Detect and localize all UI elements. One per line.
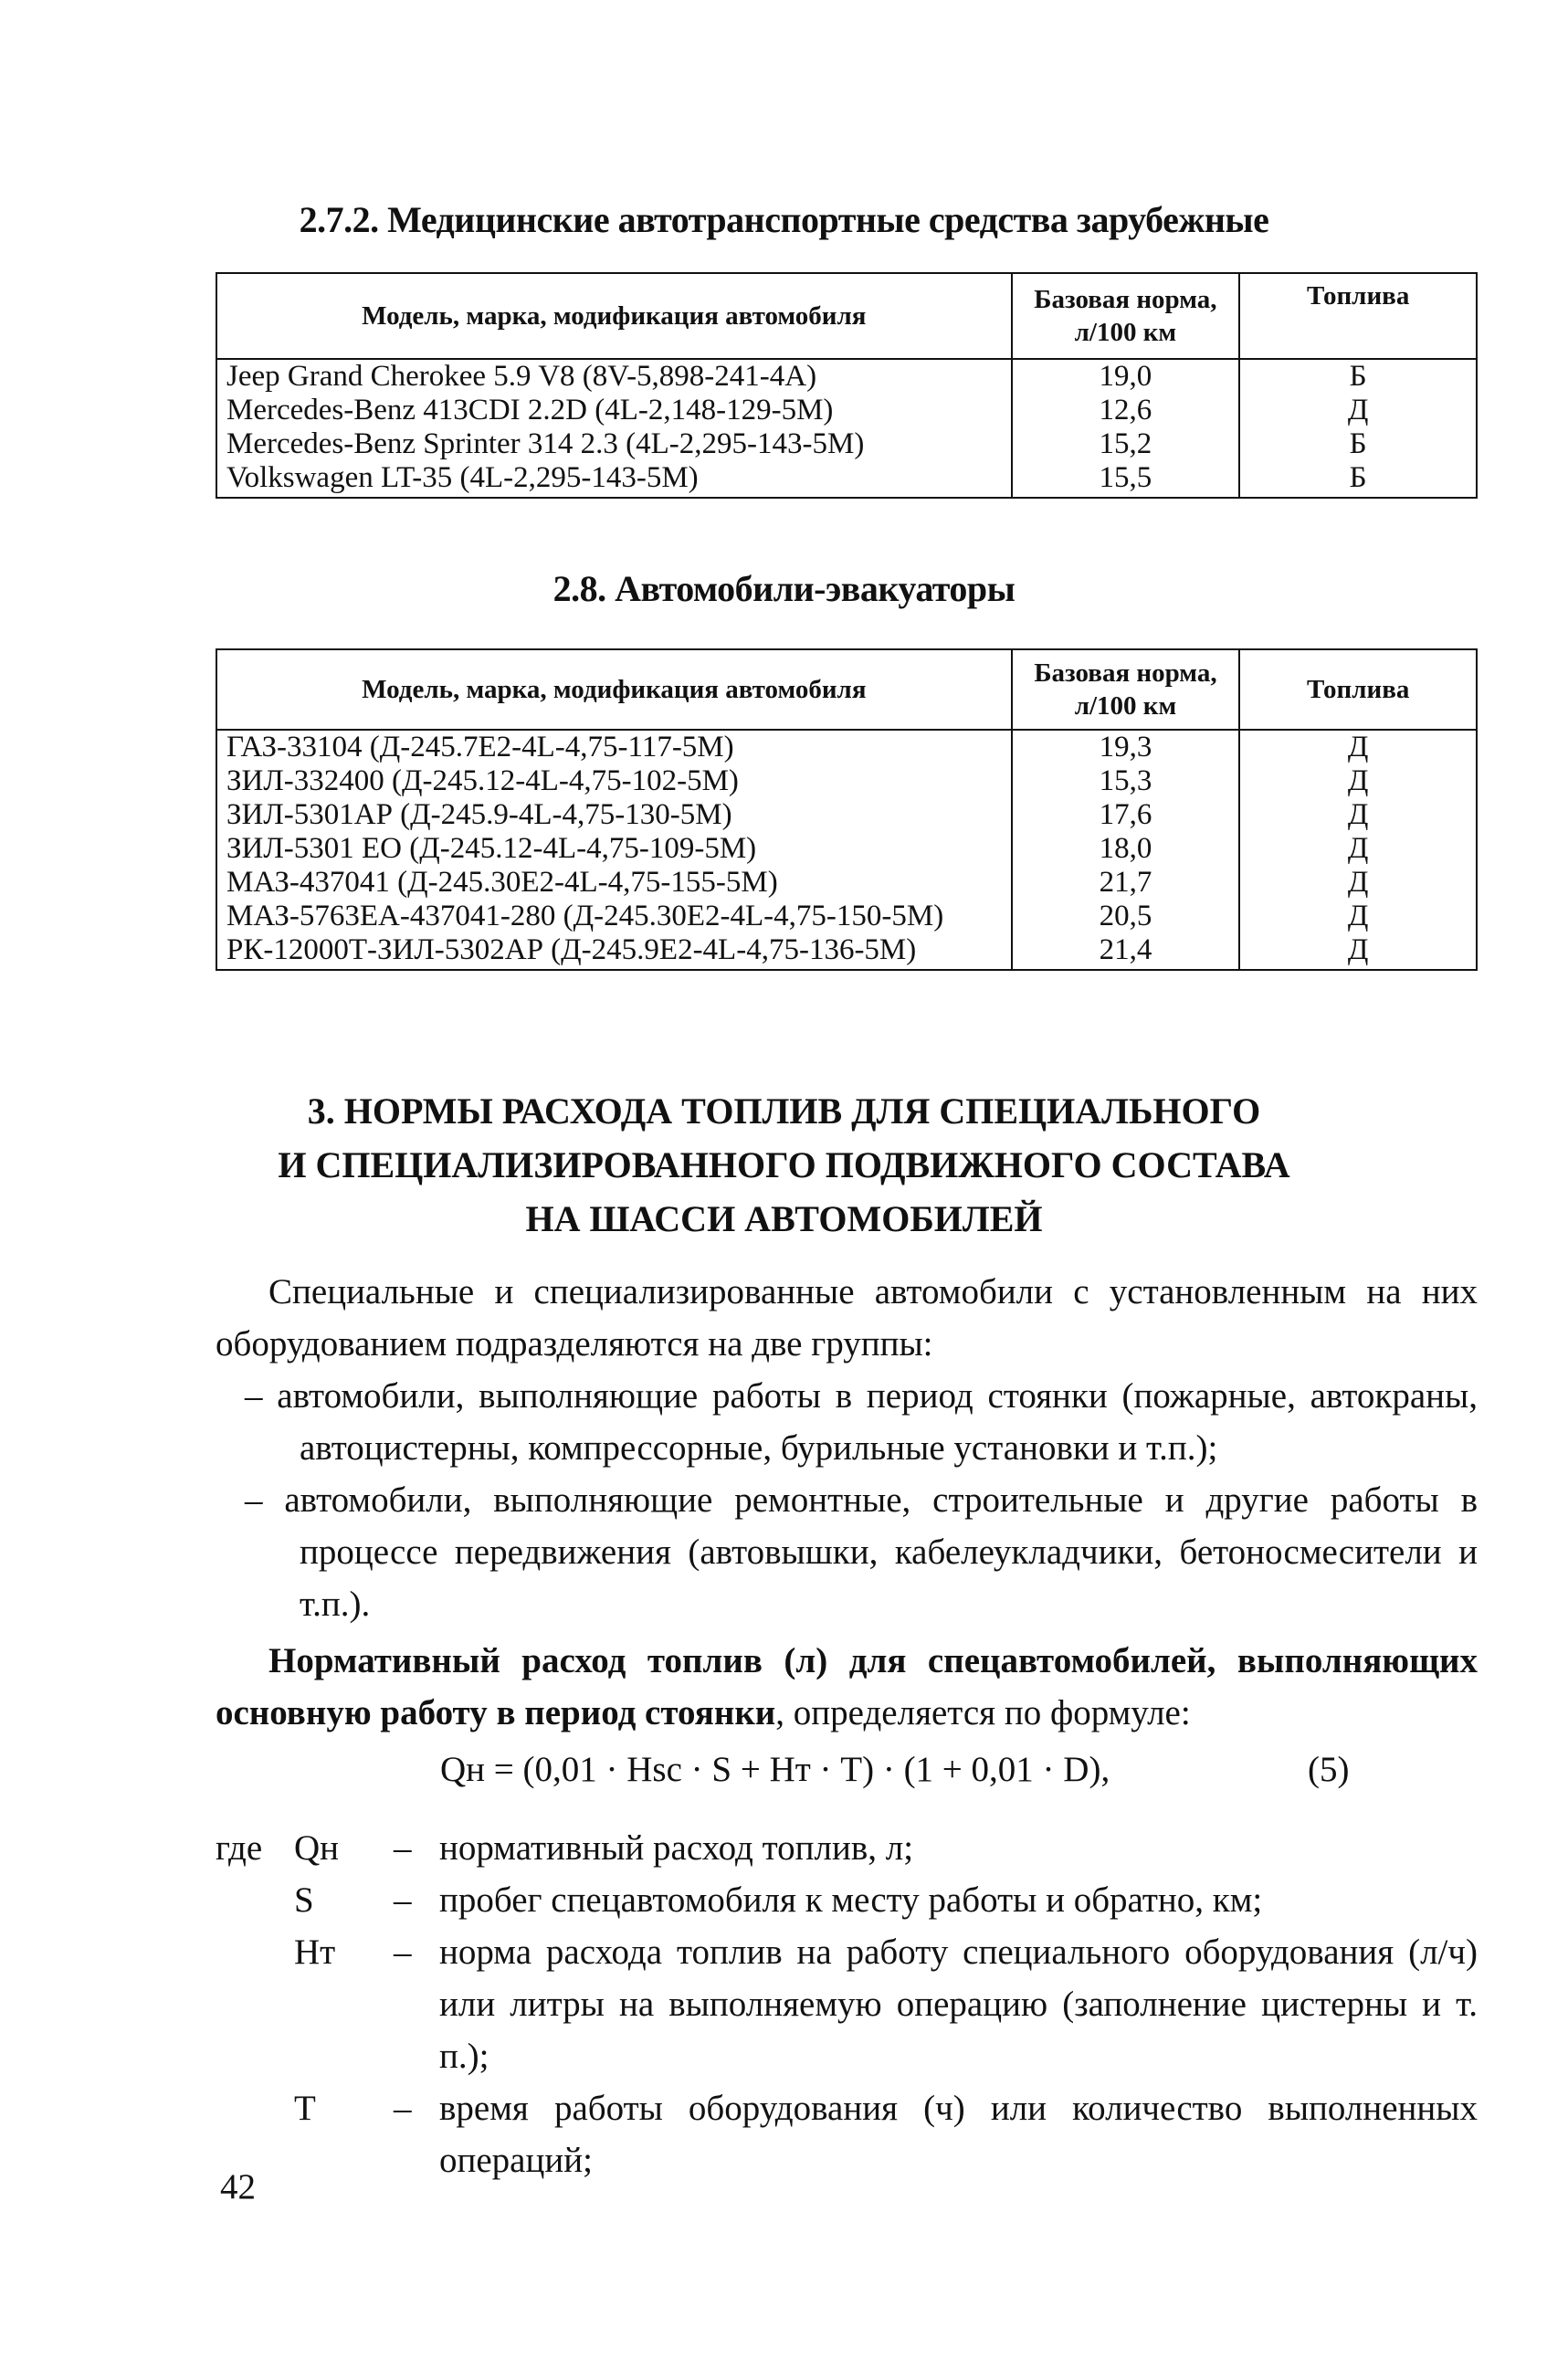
cell-fuel: Д bbox=[1239, 730, 1477, 764]
cell-model: РК-12000Т-ЗИЛ-5302АР (Д-245.9Е2-4L-4,75-136-5М) bbox=[216, 933, 1012, 970]
cell-norm: 15,2 bbox=[1012, 427, 1240, 461]
table-header-row bbox=[216, 649, 1477, 730]
bullet-item: – автомобили, выполняющие работы в период стоянки (пожарные, автокраны, автоцистерны, компрессорные, бурильные установки и т.п.); bbox=[245, 1376, 1478, 1468]
definition-dash: – bbox=[394, 2089, 412, 2128]
table-row bbox=[216, 764, 1477, 798]
header-base-norm: Базовая норма, л/100 км bbox=[1012, 273, 1240, 359]
cell-norm: 17,6 bbox=[1012, 798, 1240, 832]
table-row bbox=[216, 427, 1477, 461]
section-title-line: И СПЕЦИАЛИЗИРОВАННОГО ПОДВИЖНОГО СОСТАВА bbox=[278, 1144, 1290, 1185]
cell-model: Volkswagen LT-35 (4L-2,295-143-5M) bbox=[216, 461, 1012, 498]
cell-fuel: Б bbox=[1239, 359, 1477, 394]
definition-symbol: S bbox=[294, 1880, 314, 1920]
section-title-2-7-2: 2.7.2. Медицинские автотранспортные средства зарубежные bbox=[299, 199, 1269, 240]
norm-paragraph-rest: , определяется по формуле: bbox=[775, 1693, 1191, 1732]
cell-norm: 15,5 bbox=[1012, 461, 1240, 498]
cell-fuel: Д bbox=[1239, 933, 1477, 970]
table-row bbox=[216, 730, 1477, 764]
cell-fuel: Б bbox=[1239, 461, 1477, 498]
cell-model: Mercedes-Benz Sprinter 314 2.3 (4L-2,295-143-5M) bbox=[216, 427, 1012, 461]
cell-model: МАЗ-437041 (Д-245.30Е2-4L-4,75-155-5М) bbox=[216, 866, 1012, 900]
table-row bbox=[216, 798, 1477, 832]
definition-item bbox=[216, 1926, 1478, 2082]
cell-norm: 12,6 bbox=[1012, 394, 1240, 427]
table-tow-trucks bbox=[216, 648, 1478, 971]
table-row bbox=[216, 359, 1477, 394]
definition-dash: – bbox=[394, 1880, 412, 1920]
section-title-2-8: 2.8. Автомобили-эвакуаторы bbox=[552, 568, 1016, 609]
definition-dash: – bbox=[394, 1828, 412, 1868]
norm-paragraph bbox=[216, 1635, 1478, 1739]
cell-norm: 18,0 bbox=[1012, 832, 1240, 866]
cell-fuel: Д bbox=[1239, 900, 1477, 933]
header-model: Модель, марка, модификация автомобиля bbox=[216, 273, 1012, 359]
cell-norm: 20,5 bbox=[1012, 900, 1240, 933]
cell-fuel: Д bbox=[1239, 866, 1477, 900]
cell-norm: 19,0 bbox=[1012, 359, 1240, 394]
definition-dash: – bbox=[394, 1932, 412, 1972]
definitions-list bbox=[216, 1822, 1478, 2186]
norm-paragraph-bold: Нормативный расход топлив (л) для спецавтомобилей, выполняющих основную работу в период стоянки bbox=[216, 1641, 1478, 1732]
page-number: 42 bbox=[220, 2167, 256, 2206]
definition-symbol: Qн bbox=[294, 1828, 340, 1868]
definition-item bbox=[216, 1822, 1478, 1874]
cell-model: ЗИЛ-5301 ЕО (Д-245.12-4L-4,75-109-5М) bbox=[216, 832, 1012, 866]
definition-text: время работы оборудования (ч) или количество выполненных операций; bbox=[439, 2089, 1478, 2180]
section-title-line: НА ШАССИ АВТОМОБИЛЕЙ bbox=[525, 1198, 1043, 1239]
cell-model: ЗИЛ-332400 (Д-245.12-4L-4,75-102-5М) bbox=[216, 764, 1012, 798]
table-row bbox=[216, 832, 1477, 866]
cell-fuel: Д bbox=[1239, 764, 1477, 798]
cell-norm: 21,4 bbox=[1012, 933, 1240, 970]
definition-item bbox=[216, 2082, 1478, 2186]
formula-number: (5) bbox=[1308, 1750, 1350, 1789]
cell-model: МАЗ-5763ЕА-437041-280 (Д-245.30Е2-4L-4,75-150-5М) bbox=[216, 900, 1012, 933]
definition-symbol: T bbox=[294, 2089, 316, 2128]
header-model: Модель, марка, модификация автомобиля bbox=[216, 649, 1012, 730]
cell-norm: 15,3 bbox=[1012, 764, 1240, 798]
definition-text: пробег спецавтомобиля к месту работы и обратно, км; bbox=[439, 1880, 1263, 1920]
table-row bbox=[216, 394, 1477, 427]
cell-norm: 21,7 bbox=[1012, 866, 1240, 900]
cell-norm: 19,3 bbox=[1012, 730, 1240, 764]
definition-item bbox=[216, 1874, 1478, 1926]
definition-symbol: Hт bbox=[294, 1932, 336, 1972]
bullet-item: – автомобили, выполняющие ремонтные, строительные и другие работы в процессе передвижения (автовышки, кабелеукладчики, бетоносмесители и т.п.). bbox=[245, 1480, 1478, 1624]
section-title-3 bbox=[0, 1084, 1568, 1246]
cell-fuel: Д bbox=[1239, 832, 1477, 866]
table-row bbox=[216, 461, 1477, 498]
cell-model: ГАЗ-33104 (Д-245.7Е2-4L-4,75-117-5М) bbox=[216, 730, 1012, 764]
header-base-norm: Базовая норма, л/100 км bbox=[1012, 649, 1240, 730]
table-row bbox=[216, 933, 1477, 970]
table-medical-vehicles bbox=[216, 272, 1478, 499]
definition-text: нормативный расход топлив, л; bbox=[439, 1828, 914, 1868]
definition-text: норма расхода топлив на работу специального оборудования (л/ч) или литры на выполняемую операцию (заполнение цистерны и т. п.); bbox=[439, 1932, 1478, 2076]
where-label: где bbox=[216, 1828, 263, 1868]
table-row bbox=[216, 866, 1477, 900]
cell-model: Mercedes-Benz 413CDI 2.2D (4L-2,148-129-5M) bbox=[216, 394, 1012, 427]
header-fuel: Топлива bbox=[1239, 273, 1477, 359]
table-row bbox=[216, 900, 1477, 933]
cell-model: Jeep Grand Cherokee 5.9 V8 (8V-5,898-241-4A) bbox=[216, 359, 1012, 394]
cell-fuel: Д bbox=[1239, 798, 1477, 832]
formula: Qн = (0,01 · Hsc · S + Hт · T) · (1 + 0,01 · D), bbox=[440, 1750, 1110, 1789]
cell-fuel: Д bbox=[1239, 394, 1477, 427]
cell-model: ЗИЛ-5301АР (Д-245.9-4L-4,75-130-5М) bbox=[216, 798, 1012, 832]
cell-fuel: Б bbox=[1239, 427, 1477, 461]
header-fuel: Топлива bbox=[1239, 649, 1477, 730]
section-title-line: 3. НОРМЫ РАСХОДА ТОПЛИВ ДЛЯ СПЕЦИАЛЬНОГО bbox=[307, 1090, 1261, 1132]
intro-paragraph: Специальные и специализированные автомобили с установленным на них оборудованием подразделяются на две группы: bbox=[216, 1272, 1478, 1364]
table-header-row bbox=[216, 273, 1477, 359]
